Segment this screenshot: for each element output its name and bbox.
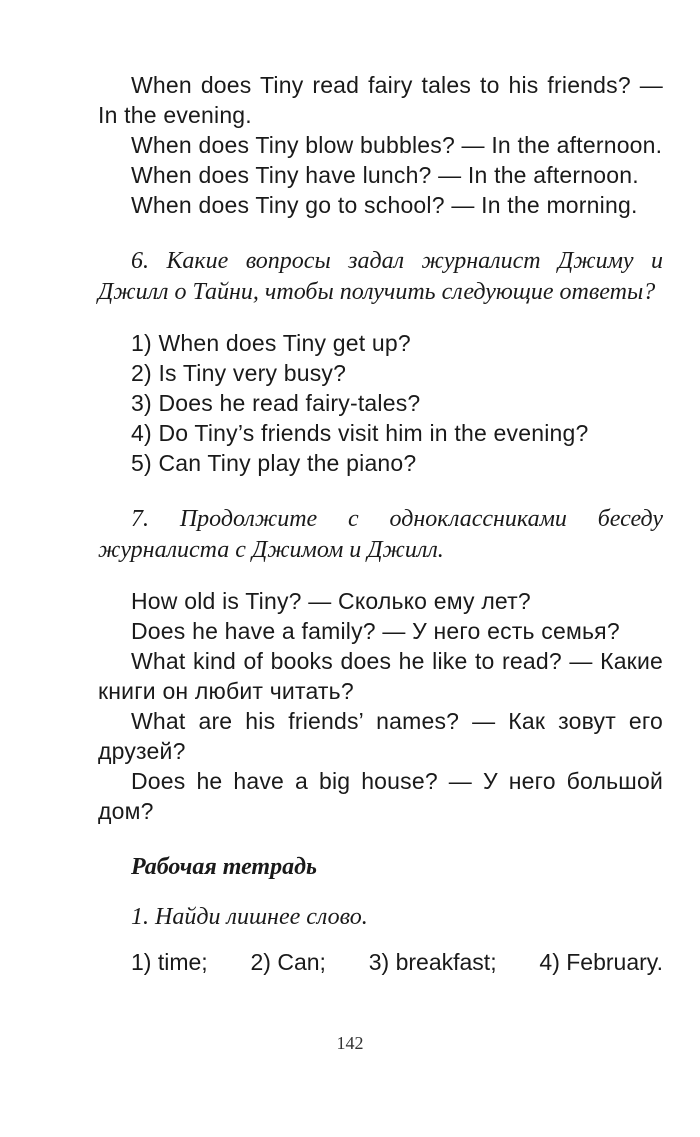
dialogue-line: How old is Tiny? — Сколько ему лет? (131, 588, 531, 614)
dialogue-line: Does he have a big house? — У него большой дом? (98, 768, 663, 824)
list-item: 1) When does Tiny get up? (131, 330, 411, 356)
word-option: 3) breakfast; (368, 949, 497, 975)
answer-line: When does Tiny go to school? — In the morning. (131, 192, 638, 218)
task6-list (98, 328, 663, 478)
answer-line: When does Tiny have lunch? — In the afternoon. (131, 162, 639, 188)
list-item: 5) Can Tiny play the piano? (131, 450, 417, 476)
task7-dialogue (98, 586, 663, 826)
dialogue-line: Does he have a family? — У него есть семья? (131, 618, 620, 644)
word-option: 4) February. (539, 949, 663, 975)
dialogue-line: What are his friends’ names? — Как зовут его друзей? (98, 708, 663, 764)
odd-word-options (98, 947, 663, 977)
answer-line: When does Tiny read fairy tales to his friends? — In the evening. (98, 72, 663, 128)
task6-heading: 6. Какие вопросы задал журналист Джиму и Джилл о Тайни, чтобы получить следующие ответы? (98, 248, 663, 305)
answer-line: When does Tiny blow bubbles? — In the afternoon. (131, 132, 663, 158)
list-item: 2) Is Tiny very busy? (131, 360, 347, 386)
word-option: 2) Can; (250, 949, 326, 975)
answers-block (98, 70, 663, 220)
book-page (98, 70, 663, 977)
word-option: 1) time; (131, 949, 208, 975)
list-item: 4) Do Tiny’s friends visit him in the evening? (131, 420, 589, 446)
dialogue-line: What kind of books does he like to read? — Какие книги он любит читать? (98, 648, 663, 704)
workbook-task1-heading: 1. Найди лишнее слово. (131, 904, 368, 930)
page-number: 142 (336, 1033, 364, 1053)
workbook-title: Рабочая тетрадь (131, 854, 317, 880)
task7-heading: 7. Продолжите с одноклассниками беседу журналиста с Джимом и Джилл. (98, 506, 663, 563)
list-item: 3) Does he read fairy-tales? (131, 390, 421, 416)
